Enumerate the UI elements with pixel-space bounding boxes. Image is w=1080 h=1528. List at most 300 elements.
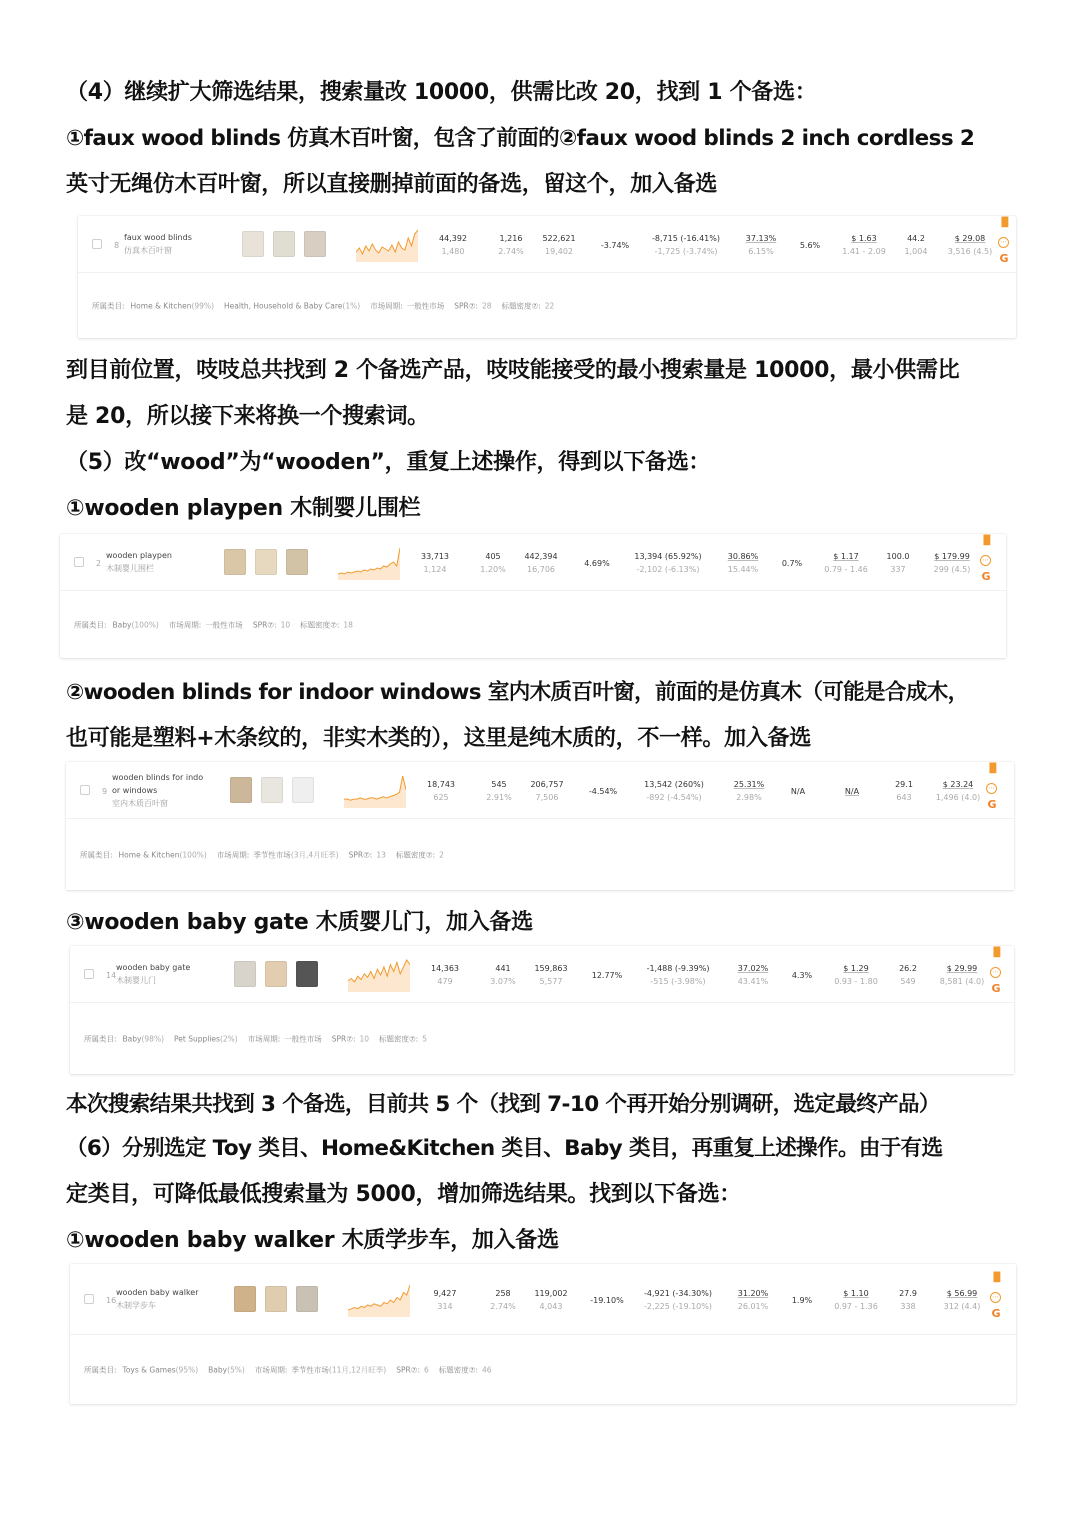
search-change-value: 13,542 (260%) (644, 780, 704, 789)
more-icon[interactable]: ⋯ (992, 1293, 999, 1301)
search-change-sub: -2,102 (-6.13%) (636, 565, 700, 574)
meta-line (84, 1364, 492, 1375)
keyword-card-4 (70, 946, 1014, 1074)
click-share-sub: 15.44% (727, 565, 759, 574)
row-index: 16 (106, 1296, 117, 1305)
trend-sparkline (344, 772, 406, 808)
search-volume-sub: 479 (437, 977, 453, 986)
click-count-value: 405 (485, 552, 501, 561)
product-thumbnail[interactable] (286, 549, 308, 575)
paragraph-text: 也可能是塑料+木条纹的，非实木类的），这里是纯木质的，不一样。加入备选 (66, 726, 811, 751)
paragraph-text: ③wooden baby gate 木质婴儿门，加入备选 (66, 910, 533, 935)
keyword-cell[interactable] (116, 961, 190, 987)
click-count-sub: 2.91% (486, 793, 512, 802)
search-volume (420, 962, 470, 988)
cycle-value-text: 季节性市场 (291, 1365, 329, 1374)
growth-rate-value: -19.10% (590, 1296, 624, 1305)
cycle-value (253, 850, 338, 859)
category-label: 所属类目: (84, 1034, 117, 1043)
avg-price (926, 778, 990, 804)
cycle-value (291, 1365, 386, 1374)
cycle-value-text: 一般性市场 (205, 620, 243, 629)
supply-demand-ratio (884, 778, 924, 804)
product-thumbnail[interactable] (255, 549, 277, 575)
click-count-sub: 2.74% (498, 247, 524, 256)
product-thumbnail[interactable] (242, 231, 264, 257)
search-change-value: -8,715 (-16.41%) (652, 234, 720, 243)
keyword-meta (66, 818, 1014, 890)
supply-demand-ratio (888, 962, 928, 988)
cycle-label: 市场周期: (370, 301, 403, 310)
avg-price (920, 550, 984, 576)
click-count (480, 1287, 526, 1313)
search-change-value: 13,394 (65.92%) (634, 552, 702, 561)
avg-price-value: $ 179.99 (934, 552, 970, 561)
click-share-sub: 6.15% (748, 247, 774, 256)
category-item[interactable] (123, 1365, 199, 1374)
growth-rate (574, 557, 620, 570)
keyword-meta (70, 1002, 1014, 1074)
sparkline-area (348, 960, 410, 992)
conversion-rate (782, 969, 822, 982)
product-count-value: 442,394 (524, 552, 558, 561)
search-change (644, 232, 728, 258)
conversion-rate-value: 0.7% (781, 559, 803, 568)
cycle-value-text: 一般性市场 (284, 1034, 322, 1043)
keyword-en[interactable]: wooden baby gate (116, 963, 191, 972)
product-count (526, 962, 576, 988)
avg-price-sub: 1,496 (4.0) (935, 793, 981, 802)
product-thumbnail[interactable] (261, 777, 283, 803)
meta-line (74, 619, 353, 630)
google-icon[interactable]: G (981, 570, 991, 583)
keyword-card-3 (66, 762, 1014, 890)
click-share (718, 550, 768, 576)
category-pct: (2%) (219, 1034, 238, 1043)
click-count (470, 550, 516, 576)
keyword-meta (60, 590, 1006, 658)
sparkline-area (348, 1285, 410, 1317)
spr-label: SPR⑦: (396, 1365, 420, 1374)
growth-rate-value: -4.54% (588, 787, 618, 796)
search-change-sub: -1,725 (-3.74%) (654, 247, 718, 256)
keyword-card-5 (70, 1264, 1016, 1404)
click-count-value: 545 (491, 780, 507, 789)
section-heading-6: （6）分别选定 Toy 类目、Home&Kitchen 类目、Baby 类目，再重复上述操作。由于有选 (66, 1136, 943, 1161)
cpc-bid-sub: 0.97 - 1.36 (834, 1302, 878, 1311)
product-count-value: 522,621 (542, 234, 576, 243)
click-count-value: 441 (495, 964, 511, 973)
row-index: 2 (96, 559, 102, 568)
cpc-bid-value: $ 1.10 (843, 1289, 869, 1298)
click-share (728, 1287, 778, 1313)
product-thumbnail[interactable] (234, 1286, 256, 1312)
product-count (516, 550, 566, 576)
density-value: 46 (482, 1365, 492, 1374)
keyword-cn: 仿真木百叶窗 (124, 246, 172, 255)
conversion-rate-value: 1.9% (791, 1296, 813, 1305)
google-icon[interactable]: G (991, 982, 1001, 995)
cycle-label: 市场周期: (168, 620, 202, 629)
supply-demand-ratio-sub: 1,004 (904, 247, 928, 256)
category-name[interactable]: Health, Household & Baby Care (224, 301, 343, 310)
keyword-row[interactable] (70, 1264, 1016, 1334)
click-share-sub: 43.41% (737, 977, 769, 986)
category-name[interactable]: Baby (122, 1034, 142, 1043)
keyword-row[interactable] (66, 762, 1014, 818)
category-name[interactable]: Baby (112, 620, 132, 629)
search-change-sub: -2,225 (-19.10%) (644, 1302, 712, 1311)
keyword-en[interactable]: wooden playpen (106, 551, 172, 560)
avg-price-sub: 8,581 (4.0) (939, 977, 985, 986)
bar-chart-icon[interactable]: ▐▌ (986, 764, 1000, 774)
growth-rate (584, 969, 630, 982)
bar-chart-icon[interactable]: ▐▌ (990, 948, 1004, 958)
click-count-value: 258 (495, 1289, 511, 1298)
product-count-value: 119,002 (534, 1289, 568, 1298)
cycle-label: 市场周期: (254, 1365, 288, 1374)
category-pct: (99%) (191, 301, 215, 310)
sparkline-area (344, 776, 406, 808)
keyword-cn: 木制学步车 (116, 1301, 156, 1310)
product-count (522, 778, 572, 804)
keyword-row[interactable] (78, 216, 1016, 272)
meta-line (84, 1033, 427, 1044)
paragraph-text: ①faux wood blinds 仿真木百叶窗，包含了前面的②faux wood blinds 2 inch cordless 2 (66, 126, 975, 151)
cpc-bid (822, 785, 882, 798)
paragraph-text: 定类目，可降低最低搜索量为 5000，增加筛选结果。找到以下备选： (66, 1182, 741, 1207)
click-count-sub: 3.07% (490, 977, 516, 986)
spr-value: 10 (280, 620, 291, 629)
density-value: 5 (422, 1034, 428, 1043)
product-count (534, 232, 584, 258)
paragraph-text: 本次搜索结果共找到 3 个备选，目前共 5 个（找到 7-10 个再开始分别调研，选定最终产品） (66, 1092, 940, 1117)
click-count (476, 778, 522, 804)
search-change (636, 962, 720, 988)
paragraph-text: 英寸无绳仿木百叶窗，所以直接删掉前面的备选，留这个，加入备选 (66, 172, 718, 197)
more-icon[interactable]: ⋯ (988, 784, 995, 792)
row-checkbox[interactable] (84, 969, 94, 979)
category-item[interactable] (113, 620, 159, 629)
category-pct: (1%) (342, 301, 361, 310)
click-count-sub: 1.20% (480, 565, 506, 574)
section-heading-5: （5）改“wood”为“wooden”，重复上述操作，得到以下备选： (66, 450, 711, 475)
keyword-en[interactable]: faux wood blinds (124, 233, 192, 242)
product-thumbnail[interactable] (234, 961, 256, 987)
avg-price-value: $ 29.99 (946, 964, 978, 973)
product-thumbnail[interactable] (230, 777, 252, 803)
avg-price (938, 232, 1002, 258)
product-count-sub: 5,577 (539, 977, 563, 986)
conversion-rate (778, 785, 818, 798)
supply-demand-ratio-sub: 338 (900, 1302, 916, 1311)
click-share-sub: 26.01% (737, 1302, 769, 1311)
product-thumbnail[interactable] (304, 231, 326, 257)
search-change-sub: -515 (-3.98%) (650, 977, 706, 986)
cpc-bid-value: $ 1.29 (843, 964, 869, 973)
product-count-sub: 7,506 (535, 793, 559, 802)
density-label: 标题密度⑦: (438, 1365, 479, 1374)
category-item[interactable] (174, 1034, 238, 1043)
search-volume-value: 14,363 (431, 964, 459, 973)
product-count-value: 159,863 (534, 964, 568, 973)
supply-demand-ratio-value: 29.1 (895, 780, 913, 789)
product-thumbnail[interactable] (273, 231, 295, 257)
cycle-label: 市场周期: (247, 1034, 281, 1043)
search-change-value: -1,488 (-9.39%) (646, 964, 710, 973)
search-volume-value: 33,713 (421, 552, 449, 561)
keyword-en[interactable]: wooden blinds for indo (112, 773, 204, 782)
trend-sparkline (348, 1281, 410, 1317)
row-index: 9 (102, 787, 108, 796)
category-item[interactable] (123, 1034, 164, 1043)
supply-demand-ratio (878, 550, 918, 576)
supply-demand-ratio-value: 44.2 (907, 234, 925, 243)
growth-rate-value: 4.69% (584, 559, 610, 568)
product-thumbnail[interactable] (265, 1286, 287, 1312)
search-volume (416, 778, 466, 804)
cpc-bid-value: $ 1.63 (851, 234, 877, 243)
bar-chart-icon[interactable]: ▐▌ (990, 1273, 1004, 1283)
google-icon[interactable]: G (999, 252, 1009, 265)
supply-demand-ratio-value: 26.2 (899, 964, 917, 973)
cpc-bid-sub: 0.79 - 1.46 (824, 565, 868, 574)
paragraph-text: ①wooden playpen 木制婴儿围栏 (66, 496, 421, 521)
density-label: 标题密度⑦: (300, 620, 340, 629)
search-change-sub: -892 (-4.54%) (646, 793, 702, 802)
category-pct: (100%) (179, 850, 207, 859)
product-thumbnail[interactable] (265, 961, 287, 987)
cycle-value-text: 季节性市场 (253, 850, 291, 859)
search-change (632, 778, 716, 804)
search-change (636, 1287, 720, 1313)
avg-price (930, 1287, 994, 1313)
category-item[interactable] (208, 1365, 245, 1374)
keyword-card-2 (60, 534, 1006, 658)
cpc-bid-sub: 1.41 - 2.09 (842, 247, 886, 256)
supply-demand-ratio-sub: 337 (890, 565, 906, 574)
supply-demand-ratio (896, 232, 936, 258)
avg-price-sub: 3,516 (4.5) (947, 247, 993, 256)
row-checkbox[interactable] (84, 1294, 94, 1304)
section-heading-4: （4）继续扩大筛选结果，搜索量改 10000，供需比改 20，找到 1 个备选： (66, 80, 817, 105)
search-volume (428, 232, 478, 258)
category-item[interactable] (224, 301, 360, 310)
spr-label: SPR⑦: (348, 850, 373, 859)
cpc-bid-value: $ 1.17 (833, 552, 859, 561)
click-share-value: 37.13% (745, 234, 777, 243)
supply-demand-ratio-value: 27.9 (899, 1289, 917, 1298)
category-pct: (5%) (227, 1365, 245, 1374)
category-label: 所属类目: (92, 301, 125, 310)
product-thumbnail[interactable] (292, 777, 314, 803)
spr-label: SPR⑦: (454, 301, 478, 310)
cpc-bid (816, 550, 876, 576)
density-value: 18 (343, 620, 353, 629)
category-pct: (95%) (175, 1365, 199, 1374)
category-label: 所属类目: (80, 850, 113, 859)
more-icon[interactable]: ⋯ (992, 968, 999, 976)
density-label: 标题密度⑦: (395, 850, 436, 859)
cpc-bid-value: N/A (844, 787, 860, 796)
growth-rate (584, 1294, 630, 1307)
category-name[interactable]: Toys & Games (122, 1365, 176, 1374)
search-volume-value: 18,743 (427, 780, 455, 789)
conversion-rate-value: 4.3% (791, 971, 813, 980)
meta-line (92, 300, 554, 311)
conversion-rate-value: N/A (790, 787, 806, 796)
avg-price (930, 962, 994, 988)
paragraph-text: ②wooden blinds for indoor windows 室内木质百叶窗，前面的是仿真木（可能是合成木， (66, 680, 969, 705)
keyword-cell[interactable] (112, 771, 203, 810)
click-share (728, 962, 778, 988)
category-name[interactable]: Baby (208, 1365, 228, 1374)
product-count-sub: 16,706 (527, 565, 555, 574)
row-checkbox[interactable] (92, 239, 102, 249)
more-icon[interactable]: ⋯ (982, 556, 989, 564)
trend-sparkline (338, 544, 400, 580)
cycle-value (284, 1034, 322, 1043)
density-value: 2 (439, 850, 444, 859)
conversion-rate (772, 557, 812, 570)
product-thumbnail[interactable] (296, 1286, 318, 1312)
category-label: 所属类目: (74, 620, 107, 629)
cycle-note: (3月,4月旺季) (290, 850, 339, 859)
search-volume-sub: 1,124 (423, 565, 447, 574)
keyword-en[interactable]: wooden baby walker (116, 1288, 199, 1297)
keyword-meta (70, 1334, 1016, 1404)
cycle-label: 市场周期: (216, 850, 250, 859)
click-share-value: 31.20% (737, 1289, 769, 1298)
category-name[interactable]: Home & Kitchen (118, 850, 180, 859)
conversion-rate (790, 239, 830, 252)
search-volume-sub: 314 (437, 1302, 453, 1311)
spr-value: 13 (376, 850, 386, 859)
keyword-cell[interactable] (116, 1286, 199, 1312)
growth-rate (592, 239, 638, 252)
category-label: 所属类目: (84, 1365, 117, 1374)
avg-price-sub: 299 (4.5) (933, 565, 971, 574)
google-icon[interactable]: G (991, 1307, 1001, 1320)
row-index: 8 (114, 241, 120, 250)
click-count (488, 232, 534, 258)
conversion-rate-value: 5.6% (799, 241, 821, 250)
cycle-value (407, 301, 445, 310)
density-value: 22 (544, 301, 555, 310)
spr-label: SPR⑦: (331, 1034, 356, 1043)
search-volume (410, 550, 460, 576)
row-checkbox[interactable] (74, 557, 84, 567)
category-pct: (98%) (141, 1034, 165, 1043)
spr-value: 6 (423, 1365, 429, 1374)
click-share-value: 25.31% (733, 780, 765, 789)
paragraph-text: ①wooden baby walker 木质学步车，加入备选 (66, 1228, 559, 1253)
row-index: 14 (106, 971, 117, 980)
density-label: 标题密度⑦: (379, 1034, 419, 1043)
growth-rate-value: -3.74% (600, 241, 630, 250)
click-share (724, 778, 774, 804)
supply-demand-ratio-value: 100.0 (886, 552, 910, 561)
click-count-sub: 2.74% (490, 1302, 516, 1311)
bar-chart-icon[interactable]: ▐▌ (998, 218, 1012, 228)
cpc-bid (826, 962, 886, 988)
click-share-sub: 2.98% (736, 793, 762, 802)
more-icon[interactable]: ⋯ (1000, 238, 1007, 246)
search-volume-sub: 1,480 (441, 247, 465, 256)
cpc-bid (834, 232, 894, 258)
keyword-card-1 (78, 216, 1016, 338)
spr-value: 10 (359, 1034, 370, 1043)
keyword-cell[interactable] (124, 231, 192, 257)
category-item[interactable] (119, 850, 207, 859)
keyword-cell[interactable] (106, 549, 172, 575)
trend-sparkline (356, 226, 418, 262)
search-volume-sub: 625 (433, 793, 449, 802)
cpc-bid (826, 1287, 886, 1313)
growth-rate (580, 785, 626, 798)
conversion-rate (782, 1294, 822, 1307)
avg-price-value: $ 23.24 (942, 780, 974, 789)
paragraph-text: 到目前位置，吱吱总共找到 2 个备选产品，吱吱能接受的最小搜索量是 10000，最小供需比 (66, 358, 960, 383)
keyword-meta (78, 272, 1016, 338)
bar-chart-icon[interactable]: ▐▌ (980, 536, 994, 546)
search-change-value: -4,921 (-34.30%) (644, 1289, 712, 1298)
category-name[interactable]: Home & Kitchen (130, 301, 192, 310)
product-count (526, 1287, 576, 1313)
spr-label: SPR⑦: (252, 620, 277, 629)
avg-price-value: $ 29.08 (954, 234, 986, 243)
cpc-bid-sub: 0.93 - 1.80 (834, 977, 878, 986)
click-share (736, 232, 786, 258)
trend-sparkline (348, 956, 410, 992)
product-count-sub: 4,043 (539, 1302, 563, 1311)
search-volume-value: 9,427 (433, 1289, 457, 1298)
cycle-value (205, 620, 243, 629)
google-icon[interactable]: G (987, 798, 997, 811)
growth-rate-value: 12.77% (591, 971, 623, 980)
avg-price-sub: 312 (4.4) (943, 1302, 981, 1311)
category-item[interactable] (131, 301, 214, 310)
search-change (626, 550, 710, 576)
product-thumbnail[interactable] (296, 961, 318, 987)
spr-value: 28 (481, 301, 492, 310)
row-checkbox[interactable] (80, 785, 90, 795)
paragraph-text: 是 20，所以接下来将换一个搜索词。 (66, 404, 429, 429)
category-name[interactable]: Pet Supplies (174, 1034, 220, 1043)
cycle-value-text: 一般性市场 (406, 301, 445, 310)
product-count-value: 206,757 (530, 780, 564, 789)
keyword-row[interactable] (60, 534, 1006, 590)
meta-line (80, 849, 444, 860)
click-count (480, 962, 526, 988)
click-count-value: 1,216 (499, 234, 523, 243)
category-pct: (100%) (131, 620, 159, 629)
keyword-cn: 室内木质百叶窗 (112, 799, 168, 808)
supply-demand-ratio-sub: 549 (900, 977, 916, 986)
supply-demand-ratio (888, 1287, 928, 1313)
density-label: 标题密度⑦: (501, 301, 541, 310)
click-share-value: 30.86% (727, 552, 759, 561)
supply-demand-ratio-sub: 643 (896, 793, 912, 802)
keyword-en-cont[interactable]: or windows (112, 786, 158, 795)
search-volume-value: 44,392 (439, 234, 467, 243)
product-thumbnail[interactable] (224, 549, 246, 575)
keyword-cn: 木制婴儿围栏 (106, 564, 154, 573)
search-volume (420, 1287, 470, 1313)
click-share-value: 37.02% (737, 964, 769, 973)
keyword-row[interactable] (70, 946, 1014, 1002)
product-count-sub: 19,402 (545, 247, 573, 256)
